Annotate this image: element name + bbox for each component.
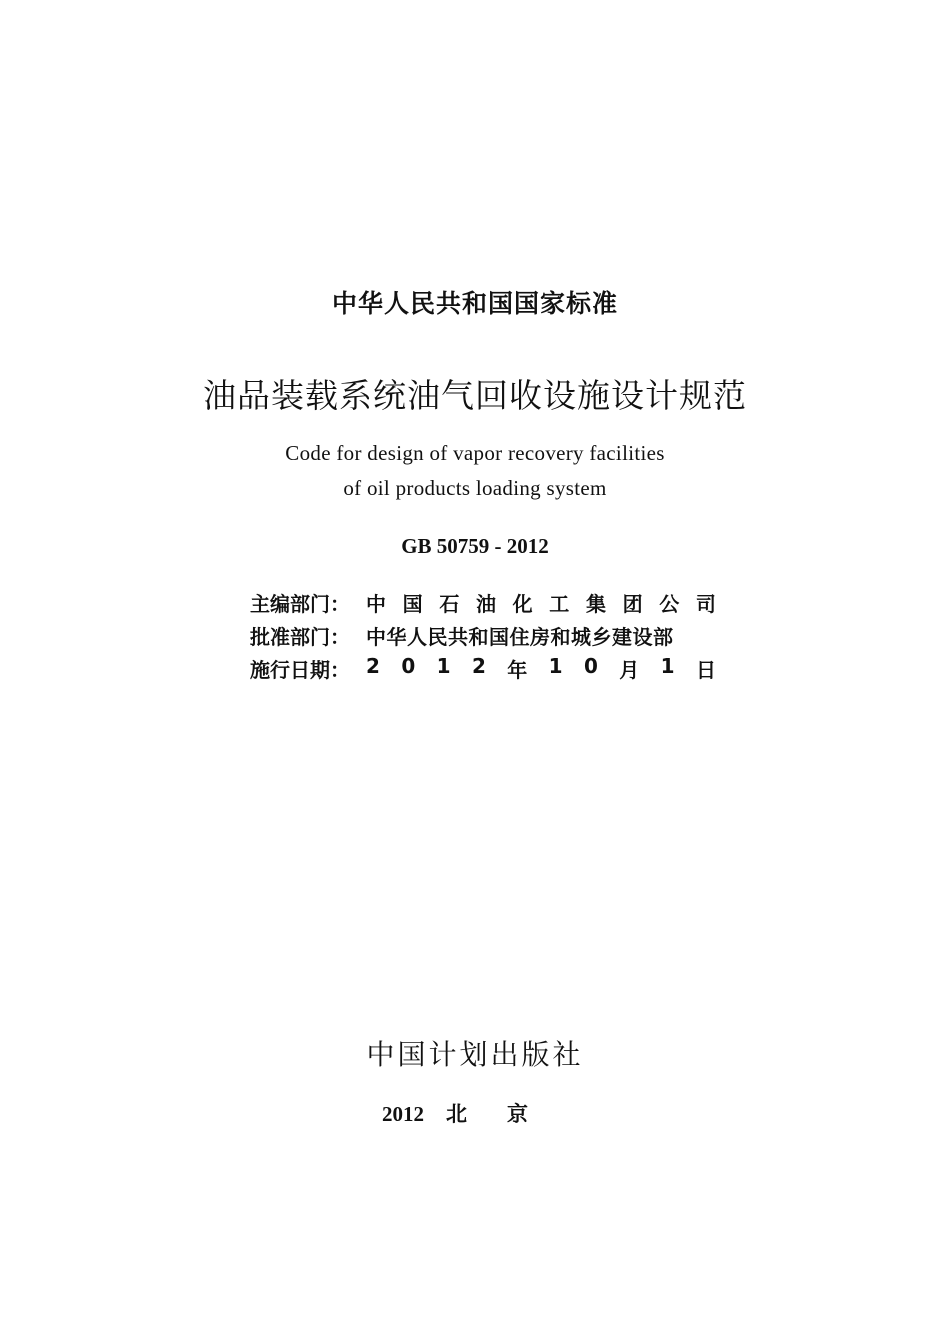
meta-value-char: 年	[507, 658, 528, 682]
meta-value-char: 0	[583, 654, 598, 678]
meta-value-char: 司	[695, 592, 716, 616]
meta-value-char: 2	[366, 654, 380, 678]
meta-value-approver: 中华人民共和国住房和城乡建设部	[366, 625, 674, 649]
meta-value-char: 集	[585, 592, 606, 616]
meta-row-editor	[250, 588, 720, 621]
meta-value-editor	[366, 588, 716, 617]
national-standard-heading: 中华人民共和国国家标准	[331, 289, 618, 318]
metadata-block	[250, 588, 720, 687]
meta-row-effective-date	[250, 654, 720, 687]
meta-value-char: 化	[512, 592, 533, 616]
imprint-year: 2012	[382, 1102, 424, 1126]
meta-value-char: 国	[402, 592, 423, 616]
meta-value-char: 1	[436, 654, 451, 678]
meta-label-editor: 主编部门：	[250, 592, 350, 616]
imprint	[0, 1098, 950, 1128]
imprint-city: 北京	[446, 1102, 568, 1126]
publisher-name: 中国计划出版社	[366, 1038, 584, 1071]
meta-row-approver	[250, 621, 720, 654]
meta-value-char: 团	[622, 592, 643, 616]
meta-value-char: 工	[549, 592, 570, 616]
meta-value-char: 0	[401, 654, 416, 678]
meta-label-effective-date: 施行日期：	[250, 658, 350, 682]
meta-value-char: 油	[475, 592, 496, 616]
document-title-chinese: 油品装载系统油气回收设施设计规范	[203, 376, 747, 415]
meta-value-effective-date	[366, 654, 716, 683]
document-title-english-line1: Code for design of vapor recovery facilities	[285, 441, 665, 465]
meta-label-approver: 批准部门：	[250, 625, 350, 649]
meta-value-char: 1	[660, 654, 675, 678]
standard-code: GB 50759 - 2012	[401, 534, 549, 558]
meta-value-char: 2	[471, 654, 486, 678]
meta-value-char: 中	[366, 592, 386, 616]
meta-value-char: 月	[619, 658, 640, 682]
meta-value-char: 公	[659, 592, 680, 616]
document-title-english-line2: of oil products loading system	[343, 476, 607, 500]
meta-value-char: 石	[439, 592, 460, 616]
meta-value-char: 日	[695, 658, 716, 682]
meta-value-char: 1	[548, 654, 563, 678]
